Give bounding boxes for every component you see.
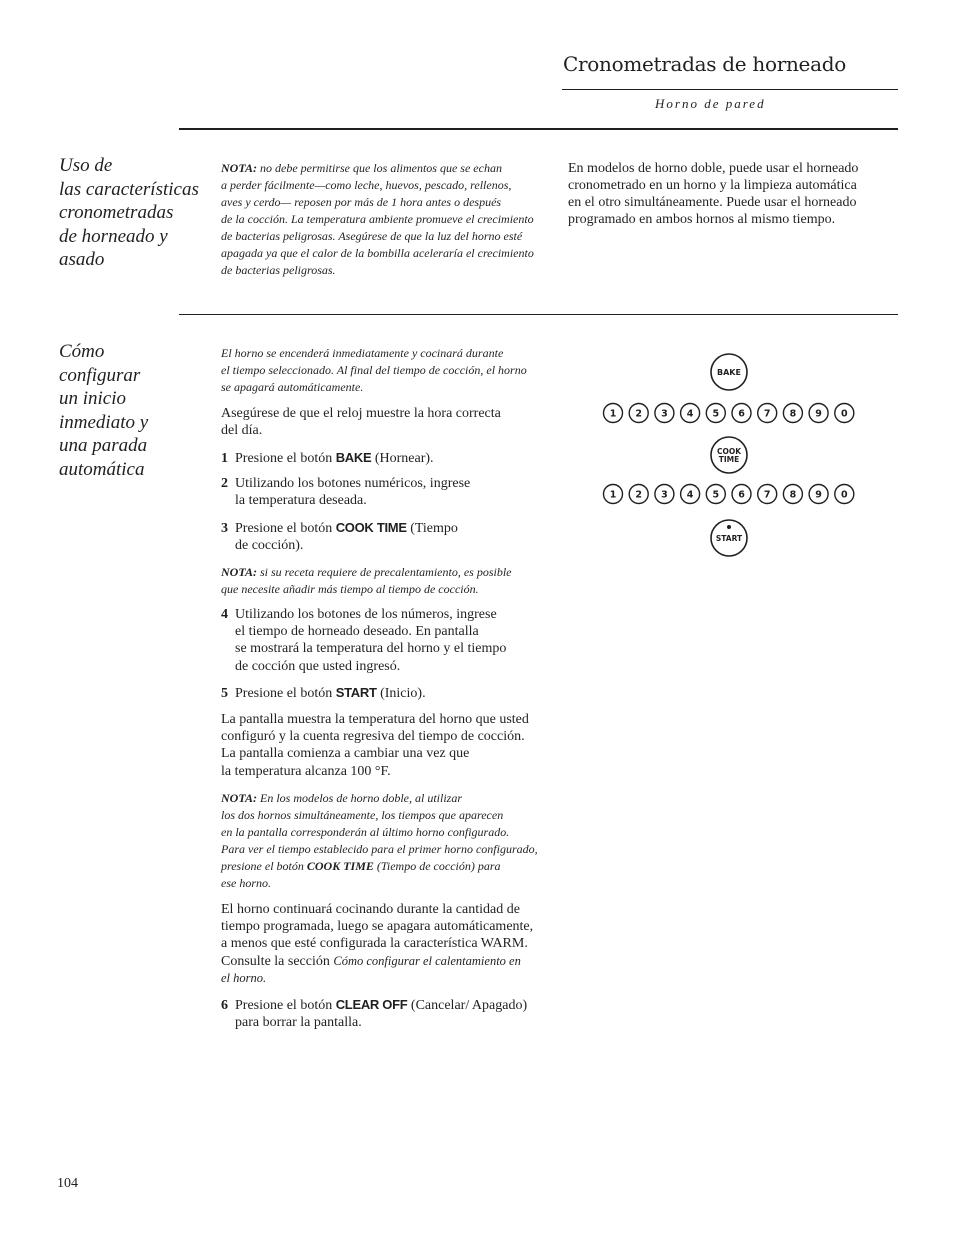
number-key-label: 6 bbox=[738, 408, 745, 420]
cook-time-key-label-top: COOK bbox=[716, 447, 742, 456]
number-key-2 bbox=[629, 485, 648, 504]
number-key-label: 0 bbox=[840, 489, 848, 501]
body-line: La pantalla muestra la temperatura del horno que usted bbox=[221, 712, 529, 727]
step-text: Presione el botón bbox=[235, 998, 336, 1013]
step-text: Presione el botón bbox=[235, 521, 336, 536]
body-line: del día. bbox=[221, 423, 263, 439]
number-key-label: 6 bbox=[738, 489, 745, 501]
heading-line: asado bbox=[59, 249, 105, 270]
intro-line: El horno se encenderá inmediatamente y cocinará durante bbox=[221, 346, 504, 360]
number-key-label: 7 bbox=[763, 408, 771, 420]
step-number: 3 bbox=[221, 521, 228, 536]
heading-line: Uso de bbox=[59, 155, 113, 176]
note-line: ese horno. bbox=[221, 876, 271, 890]
step-text: el tiempo de horneado deseado. En pantalla bbox=[235, 624, 479, 640]
number-keys-row-2 bbox=[604, 485, 854, 504]
number-key-label: 3 bbox=[661, 408, 668, 420]
start-keyword: START bbox=[335, 685, 377, 700]
step-number: 2 bbox=[221, 476, 228, 491]
bake-key bbox=[711, 354, 747, 390]
cook-time-key bbox=[711, 437, 747, 473]
step-3 bbox=[221, 519, 556, 554]
step-6 bbox=[221, 996, 556, 1031]
intro-paragraph bbox=[221, 345, 551, 396]
note-line: apagada ya que el calor de la bombilla aceleraría el crecimiento bbox=[221, 246, 534, 260]
body-line: a menos que esté configurada la característica WARM. bbox=[221, 936, 528, 952]
number-key-label: 3 bbox=[661, 489, 668, 501]
page-number: 104 bbox=[57, 1176, 78, 1191]
intro-line: el tiempo seleccionado. Al final del tiempo de cocción, el horno bbox=[221, 363, 527, 377]
number-key-label: 8 bbox=[789, 408, 797, 420]
step-text: de cocción que usted ingresó. bbox=[235, 658, 401, 674]
number-key-label: 4 bbox=[686, 408, 694, 420]
step-number: 4 bbox=[221, 607, 228, 622]
cook-time-key-label-bottom: TIME bbox=[718, 455, 740, 464]
number-key-8 bbox=[783, 404, 802, 423]
heading-line: Cómo bbox=[59, 341, 105, 362]
number-key-label: 2 bbox=[635, 489, 643, 501]
number-keys-row-1 bbox=[604, 404, 854, 423]
number-key-label: 5 bbox=[712, 489, 720, 501]
number-key-4 bbox=[681, 485, 700, 504]
body-line: El horno continuará cocinando durante la cantidad de bbox=[221, 902, 520, 917]
info-line: En modelos de horno doble, puede usar el horneado bbox=[568, 161, 859, 176]
number-key-1 bbox=[604, 485, 623, 504]
heading-line: las características bbox=[59, 178, 199, 200]
body-text: Consulte la sección bbox=[221, 953, 334, 969]
info-line: programado en ambos hornos al mismo tiempo. bbox=[568, 212, 836, 227]
note-text: no debe permitirse que los alimentos que se echan bbox=[260, 161, 502, 175]
number-key-5 bbox=[706, 485, 725, 504]
note-line bbox=[221, 160, 551, 177]
step-text: Presione el botón bbox=[235, 451, 336, 466]
double-oven-info bbox=[568, 160, 898, 228]
start-key bbox=[711, 520, 747, 556]
heading-line: inmediato y bbox=[59, 411, 149, 433]
body-line: Asegúrese de que el reloj muestre la hora correcta bbox=[221, 406, 501, 421]
step-text: se mostrará la temperatura del horno y el tiempo bbox=[235, 641, 507, 657]
section-divider-middle bbox=[179, 314, 898, 315]
start-indicator-dot bbox=[727, 525, 731, 529]
heading-line: automática bbox=[59, 458, 145, 480]
note-text: (Tiempo de cocción) para bbox=[373, 859, 501, 873]
cook-time-keyword: COOK TIME bbox=[306, 859, 374, 873]
body-line: la temperatura alcanza 100 °F. bbox=[221, 763, 391, 779]
preheat-note bbox=[221, 564, 551, 598]
step-text: (Hornear). bbox=[371, 451, 434, 466]
note-line: de bacterias peligrosas. Asegúrese de que la luz del horno esté bbox=[221, 229, 523, 243]
number-key-label: 1 bbox=[609, 489, 617, 501]
note-label: NOTA: bbox=[221, 791, 257, 805]
keypad-illustration bbox=[600, 350, 860, 560]
number-key-9 bbox=[809, 485, 828, 504]
step-text: (Inicio). bbox=[376, 686, 426, 701]
title-rule bbox=[562, 89, 898, 90]
heading-line: configurar bbox=[59, 364, 141, 386]
step-text: Utilizando los botones de los números, ingrese bbox=[235, 607, 497, 622]
number-key-label: 0 bbox=[840, 408, 848, 420]
number-key-label: 7 bbox=[763, 489, 771, 501]
info-line: cronometrado en un horno y la limpieza automática bbox=[568, 178, 857, 193]
body-line: La pantalla comienza a cambiar una vez que bbox=[221, 746, 470, 762]
note-label: NOTA: bbox=[221, 161, 257, 175]
number-key-6 bbox=[732, 485, 751, 504]
number-key-label: 9 bbox=[815, 489, 822, 501]
note-line: de bacterias peligrosas. bbox=[221, 263, 336, 277]
number-key-2 bbox=[629, 404, 648, 423]
page-title: Cronometradas de horneado bbox=[563, 52, 846, 76]
bake-keyword: BAKE bbox=[335, 450, 372, 465]
heading-line: de horneado y bbox=[59, 225, 168, 247]
note-line bbox=[221, 790, 551, 807]
step-text: (Tiempo bbox=[406, 521, 458, 536]
step-text: Utilizando los botones numéricos, ingrese bbox=[235, 476, 471, 491]
double-oven-note bbox=[221, 790, 551, 892]
heading-line: una parada bbox=[59, 435, 148, 456]
number-key-6 bbox=[732, 404, 751, 423]
number-key-3 bbox=[655, 485, 674, 504]
clear-off-keyword: CLEAR OFF bbox=[335, 997, 408, 1012]
note-line: los dos hornos simultáneamente, los tiempos que aparecen bbox=[221, 808, 504, 822]
number-key-label: 5 bbox=[712, 408, 720, 420]
section-reference: el horno. bbox=[221, 970, 267, 985]
number-key-label: 8 bbox=[789, 489, 797, 501]
step-text: de cocción). bbox=[235, 538, 304, 554]
note-text: presione el botón bbox=[221, 859, 307, 873]
section-divider-top bbox=[179, 128, 898, 130]
cook-time-keyword: COOK TIME bbox=[335, 520, 407, 535]
note-text: si su receta requiere de precalentamiento, es posible bbox=[260, 565, 512, 579]
section-heading-usage bbox=[59, 154, 204, 272]
number-key-5 bbox=[706, 404, 725, 423]
number-key-3 bbox=[655, 404, 674, 423]
number-key-label: 2 bbox=[635, 408, 643, 420]
page-subtitle: Horno de pared bbox=[655, 96, 766, 111]
body-line: configuró y la cuenta regresiva del tiempo de cocción. bbox=[221, 729, 525, 745]
step-5 bbox=[221, 684, 556, 702]
number-key-8 bbox=[783, 485, 802, 504]
step-text: la temperatura deseada. bbox=[235, 493, 367, 509]
number-key-0 bbox=[835, 485, 854, 504]
step-text: para borrar la pantalla. bbox=[235, 1015, 362, 1031]
body-line bbox=[221, 953, 556, 970]
number-key-label: 1 bbox=[609, 408, 617, 420]
note-line: en la pantalla corresponderán al último horno configurado. bbox=[221, 825, 510, 839]
step-2 bbox=[221, 475, 556, 509]
note-text: En los modelos de horno doble, al utilizar bbox=[260, 791, 462, 805]
continue-paragraph bbox=[221, 901, 556, 987]
note-line bbox=[221, 858, 551, 875]
clock-paragraph bbox=[221, 405, 556, 439]
intro-line: se apagará automáticamente. bbox=[221, 380, 364, 394]
number-key-label: 9 bbox=[815, 408, 822, 420]
number-key-7 bbox=[758, 404, 777, 423]
number-key-4 bbox=[681, 404, 700, 423]
step-number: 5 bbox=[221, 686, 228, 701]
note-line: aves y cerdo— reposen por más de 1 hora antes o después bbox=[221, 195, 502, 209]
number-key-0 bbox=[835, 404, 854, 423]
start-key-label: START bbox=[715, 534, 743, 543]
section-heading-immediate-start bbox=[59, 340, 204, 481]
step-text: Presione el botón bbox=[235, 686, 336, 701]
note-label: NOTA: bbox=[221, 565, 257, 579]
number-key-9 bbox=[809, 404, 828, 423]
bake-key-label: BAKE bbox=[717, 368, 741, 377]
info-line: en el otro simultáneamente. Puede usar el horneado bbox=[568, 195, 857, 210]
step-4 bbox=[221, 606, 556, 675]
note-line: a perder fácilmente—como leche, huevos, pescado, rellenos, bbox=[221, 178, 512, 192]
heading-line: un inicio bbox=[59, 388, 127, 409]
note-line: Para ver el tiempo establecido para el primer horno configurado, bbox=[221, 842, 538, 856]
number-key-label: 4 bbox=[686, 489, 694, 501]
step-number: 6 bbox=[221, 998, 228, 1013]
note-line: que necesite añadir más tiempo al tiempo de cocción. bbox=[221, 582, 479, 596]
keypad-svg bbox=[600, 350, 860, 560]
food-safety-note bbox=[221, 160, 551, 279]
body-line: tiempo programada, luego se apagara automáticamente, bbox=[221, 919, 534, 935]
step-1 bbox=[221, 449, 556, 467]
number-key-1 bbox=[604, 404, 623, 423]
section-reference: Cómo configurar el calentamiento en bbox=[333, 953, 521, 968]
step-number: 1 bbox=[221, 451, 228, 466]
display-paragraph bbox=[221, 711, 556, 780]
note-line: de la cocción. La temperatura ambiente promueve el crecimiento bbox=[221, 212, 534, 226]
number-key-7 bbox=[758, 485, 777, 504]
step-text: (Cancelar/ Apagado) bbox=[407, 998, 528, 1013]
heading-line: cronometradas bbox=[59, 202, 174, 223]
note-line bbox=[221, 564, 551, 581]
